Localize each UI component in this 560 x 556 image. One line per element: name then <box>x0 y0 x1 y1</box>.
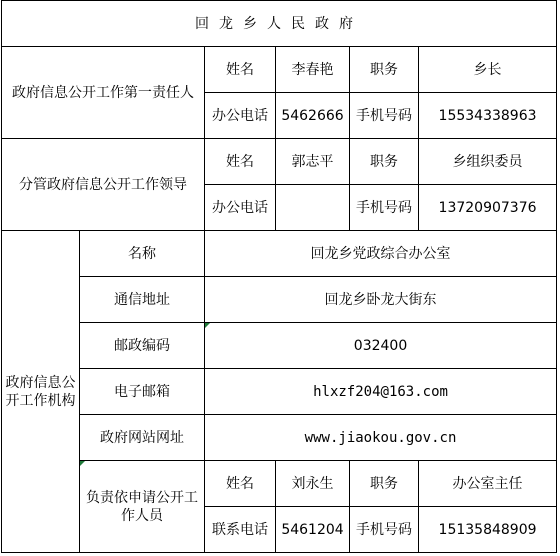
section3-email: hlxzf204@163.com <box>205 369 557 415</box>
section2-office-phone-label: 办公电话 <box>205 185 276 231</box>
section1-office-phone: 5462666 <box>276 93 350 139</box>
table-title: 回龙乡人民政府 <box>2 1 557 47</box>
section3-staff-row1 <box>2 461 557 507</box>
section1-label: 政府信息公开工作第一责任人 <box>2 47 205 139</box>
section3-row-website <box>2 415 557 461</box>
section3-postcode-label: 邮政编码 <box>80 323 205 369</box>
section3-staff-label-text: 负责依申请公开工作人员 <box>86 489 198 524</box>
section1-mobile-label: 手机号码 <box>350 93 419 139</box>
section2-row1 <box>2 139 557 185</box>
section3-website-label: 政府网站网址 <box>80 415 205 461</box>
cell-marker <box>80 461 85 466</box>
section1-row1 <box>2 47 557 93</box>
section3-email-label: 电子邮箱 <box>80 369 205 415</box>
section3-label: 政府信息公开工作机构 <box>2 231 80 553</box>
section3-staff-contact: 5461204 <box>276 507 350 553</box>
section1-role-label: 职务 <box>350 47 419 93</box>
section1-role: 乡长 <box>419 47 557 93</box>
section3-row-address <box>2 277 557 323</box>
section3-staff-role: 办公室主任 <box>419 461 557 507</box>
section3-staff-contact-label: 联系电话 <box>205 507 276 553</box>
section1-mobile: 15534338963 <box>419 93 557 139</box>
section3-staff-role-label: 职务 <box>350 461 419 507</box>
section3-row-postcode <box>2 323 557 369</box>
section2-mobile-label: 手机号码 <box>350 185 419 231</box>
section3-postcode-value: 032400 <box>353 337 408 354</box>
section3-address-label: 通信地址 <box>80 277 205 323</box>
government-info-table <box>1 0 557 553</box>
section3-staff-name: 刘永生 <box>276 461 350 507</box>
section3-website: www.jiaokou.gov.cn <box>205 415 557 461</box>
section3-staff-label <box>80 461 205 553</box>
section3-postcode <box>205 323 557 369</box>
section1-name-label: 姓名 <box>205 47 276 93</box>
section3-name: 回龙乡党政综合办公室 <box>205 231 557 277</box>
section2-name-label: 姓名 <box>205 139 276 185</box>
section2-mobile: 13720907376 <box>419 185 557 231</box>
section3-staff-name-label: 姓名 <box>205 461 276 507</box>
section3-row-name <box>2 231 557 277</box>
section3-staff-mobile: 15135848909 <box>419 507 557 553</box>
section3-address: 回龙乡卧龙大街东 <box>205 277 557 323</box>
section2-role: 乡组织委员 <box>419 139 557 185</box>
section3-staff-mobile-label: 手机号码 <box>350 507 419 553</box>
section2-office-phone <box>276 185 350 231</box>
cell-marker <box>205 323 210 328</box>
section1-office-phone-label: 办公电话 <box>205 93 276 139</box>
section2-name: 郭志平 <box>276 139 350 185</box>
section1-name: 李春艳 <box>276 47 350 93</box>
section2-label: 分管政府信息公开工作领导 <box>2 139 205 231</box>
section3-name-label: 名称 <box>80 231 205 277</box>
section2-role-label: 职务 <box>350 139 419 185</box>
title-row <box>2 1 557 47</box>
section3-row-email <box>2 369 557 415</box>
